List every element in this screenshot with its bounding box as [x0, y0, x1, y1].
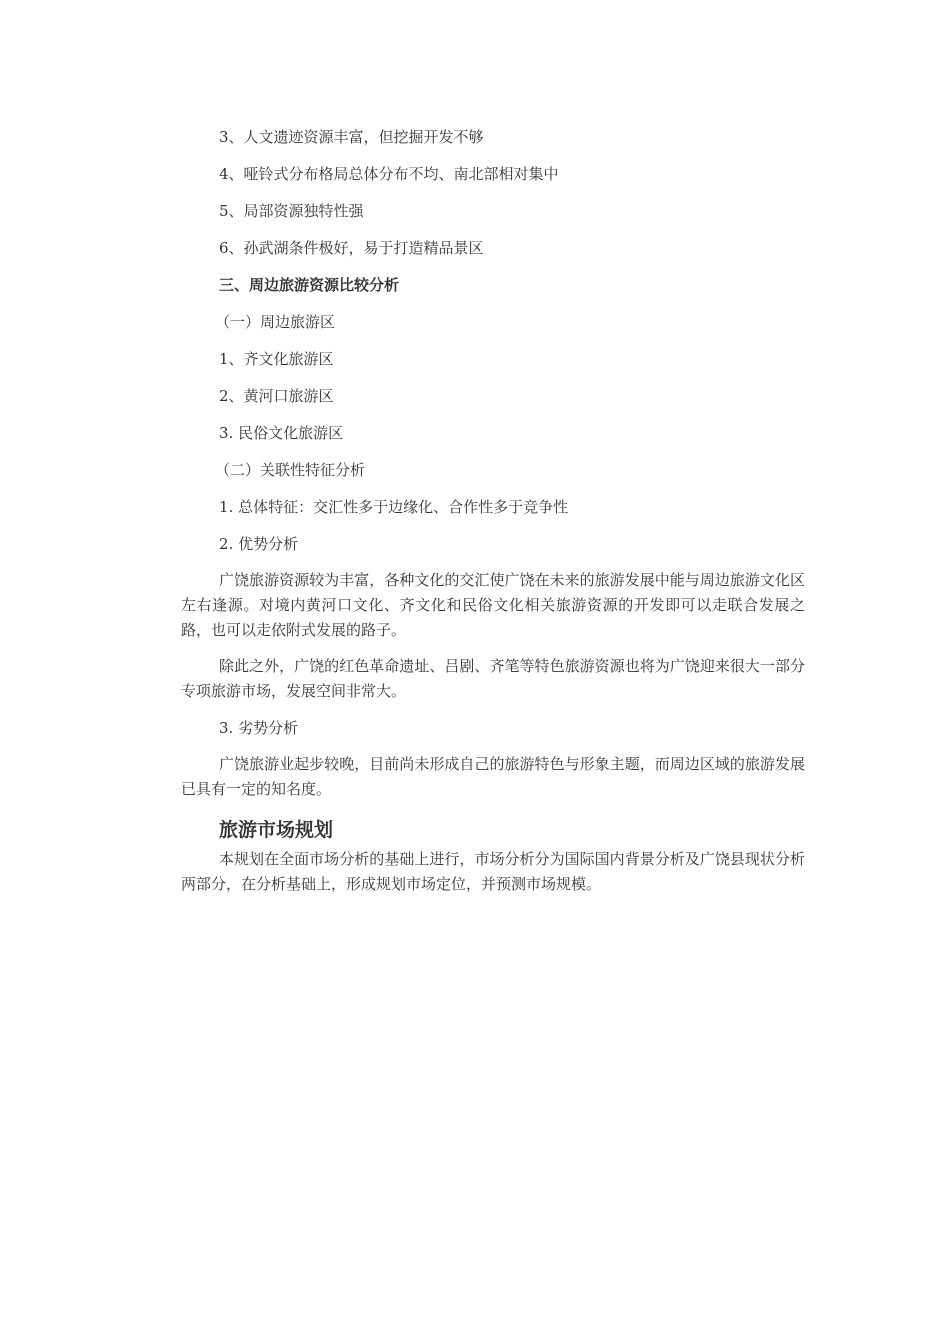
list-item: 5、局部资源独特性强 — [219, 202, 364, 220]
list-item: 1. 总体特征：交汇性多于边缘化、合作性多于竞争性 — [219, 498, 569, 516]
list-item: 2. 优势分析 — [219, 535, 299, 553]
list-item: 3. 民俗文化旅游区 — [219, 424, 344, 442]
document-body — [181, 124, 805, 908]
body-paragraph: 本规划在全面市场分析的基础上进行，市场分析分为国际国内背景分析及广饶县现状分析两部分，在分析基础上，形成规划市场定位，并预测市场规模。 — [181, 850, 805, 893]
body-paragraph: 除此之外，广饶的红色革命遗址、吕剧、齐笔等特色旅游资源也将为广饶迎来很大一部分专项旅游市场，发展空间非常大。 — [181, 657, 805, 700]
subsection-title: （一）周边旅游区 — [215, 313, 336, 331]
list-item: 3、人文遗迹资源丰富，但挖掘开发不够 — [219, 128, 484, 146]
section-heading: 旅游市场规划 — [219, 819, 334, 841]
list-item: 1、齐文化旅游区 — [219, 350, 334, 368]
section-title: 三、周边旅游资源比较分析 — [219, 276, 400, 294]
body-paragraph: 广饶旅游资源较为丰富，各种文化的交汇使广饶在未来的旅游发展中能与周边旅游文化区左右逢源。对境内黄河口文化、齐文化和民俗文化相关旅游资源的开发即可以走联合发展之路，也可以走依附式发展的路子。 — [181, 571, 805, 639]
body-paragraph: 广饶旅游业起步较晚，目前尚未形成自己的旅游特色与形象主题，而周边区域的旅游发展已具有一定的知名度。 — [181, 755, 805, 798]
list-item: 2、黄河口旅游区 — [219, 387, 334, 405]
list-item: 3. 劣势分析 — [219, 719, 299, 737]
list-item: 4、哑铃式分布格局总体分布不均、南北部相对集中 — [219, 165, 559, 183]
list-item: 6、孙武湖条件极好，易于打造精品景区 — [219, 239, 484, 257]
subsection-title: （二）关联性特征分析 — [215, 461, 366, 479]
